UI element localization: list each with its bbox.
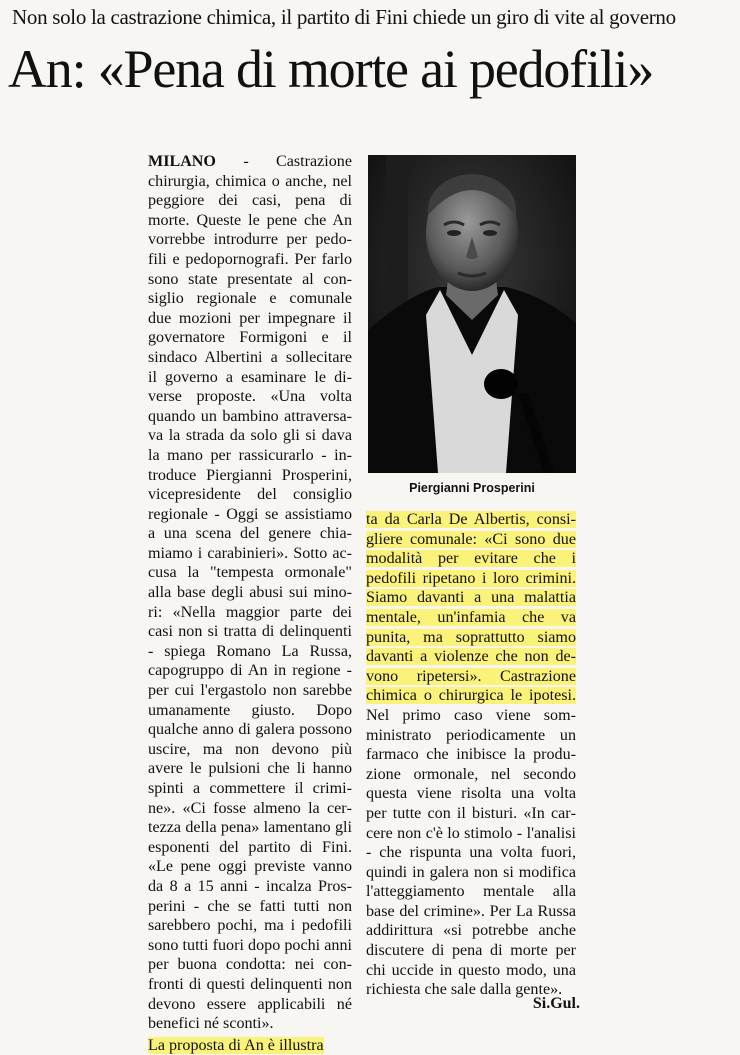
- highlighted-passage: ta da Carla De Albertis, consigliere comunale: «Ci sono due modalità per evitare che i pedofili ripetano i loro crimini. Siamo davanti a una malattia mentale, un'infamia che va punita, ma soprattutto siamo davanti a violenze che non devono ripetersi». Castrazione chimica o chirurgica le ipotesi.: [366, 511, 576, 705]
- article-kicker: Non solo la castrazione chimica, il partito di Fini chiede un giro di vite al governo: [12, 5, 676, 29]
- right-column-body: Nel primo caso viene somministrato periodicamente un farmaco che inibisce la produzione ormonale, nel secondo questa viene risolta una volta per tutte con il bisturi. «In carcere non c'è lo stimolo - l'analisi - che rispunta una volta fuori, quindi in galera non si modifica l'atteggiamento mentale alla base del crimine». Per La Russa addirittura «si potrebbe anche discutere di pena di morte per chi uccide in questo modo, una richiesta che sale dalla gente».: [366, 706, 576, 999]
- dateline: MILANO: [148, 153, 216, 170]
- left-column-body: - Castrazione chirurgia, chimica o anche, nel peggiore dei casi, pena di morte. Queste le pene che An vorrebbe introdurre per pedofili e pedopornografi. Per farlo sono state presentate al consiglio regionale e comunale due mozioni per impegnare il governatore Formigoni e il sindaco Albertini a sollecitare il governo a esaminare le diverse proposte. «Una volta quando un bambino attraversava la strada da solo gli si dava la mano per rassicurarlo - introduce Piergianni Prosperini, vicepresidente del consiglio regionale - Oggi se assistiamo a una scena del genere chiamiamo i carabinieri». Sotto accusa la "tempesta ormonale" alla base degli abusi sui minori: «Nella maggior parte dei casi non si tratta di delinquenti - spiega Romano La Russa, capogruppo di An in regione - per cui l'ergastolo non sarebbe umanamente giusto. Dopo qualche anno di galera possono uscire, ma non devono più avere le pulsioni che li hanno spinti a commettere il crimine». «Ci fosse almeno la certezza della pena» lamentano gli esponenti del partito di Fini. «Le pene oggi previste vanno da 8 a 15 anni - incalza Prosperini - che se fatti tutti non sarebbero pochi, ma i pedofili sono tutti fuori dopo pochi anni per buona condotta: nei confronti di questi delinquenti non devono essere applicabili né benefici né sconti».: [148, 153, 352, 1033]
- article-column-left: [148, 152, 352, 1054]
- author-signature: Si.Gul.: [532, 995, 580, 1012]
- portrait-illustration: [368, 155, 576, 473]
- article-headline: An: «Pena di morte ai pedofili»: [8, 39, 654, 99]
- article-column-right: [366, 510, 576, 1010]
- portrait-photo: [368, 155, 576, 473]
- photo-caption: Piergianni Prosperini: [409, 481, 535, 495]
- highlighted-passage-start: La proposta di An è illustra: [148, 1036, 324, 1054]
